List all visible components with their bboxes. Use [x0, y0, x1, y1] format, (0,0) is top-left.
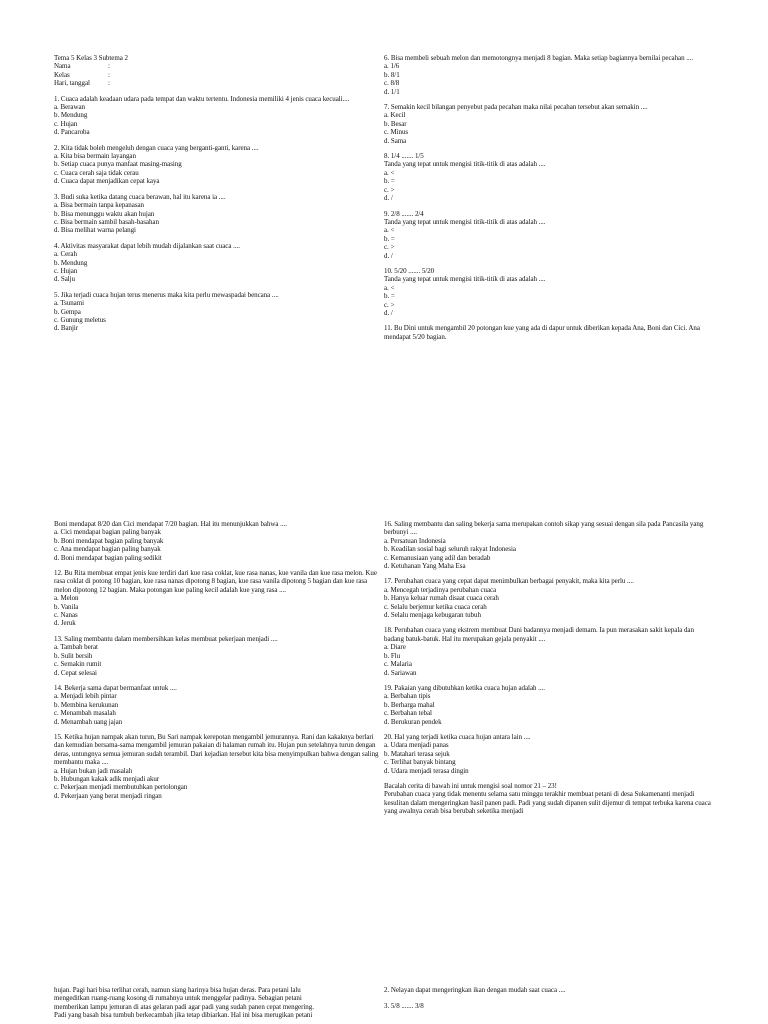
question-block: [54, 520, 382, 562]
answer-option: a. Persatuan Indonesia: [384, 536, 446, 545]
answer-option: b. Mendung: [54, 111, 88, 120]
answer-option: d. Pekerjaan yang berat menjadi ringan: [54, 791, 162, 800]
question-block: [54, 144, 382, 186]
header-date-field: Hari, tanggal :: [54, 79, 110, 88]
page1-left-questions: [54, 95, 382, 333]
answer-option: a. Melon: [54, 594, 79, 603]
answer-option: b. Mendung: [54, 258, 88, 267]
answer-option: c. Malaria: [384, 660, 412, 669]
answer-option: a. Berbahan tipis: [384, 692, 431, 701]
question-text: 13. Saling membantu dalam membersihkan kelas membuat pekerjaan menjadi ....: [54, 634, 278, 643]
question-text: Boni mendapat 8/20 dan Cici mendapat 7/20 bagian. Hal itu menunjukkan bahwa ....: [54, 520, 287, 528]
question-text: 6. Bisa membeli sebuah melon dan memotongnya menjadi 8 bagian. Maka setiap bagiannya bernilai pecahan ....: [384, 54, 694, 62]
header-name-field: Nama :: [54, 62, 110, 71]
answer-option: d. Bisa melihat warna pelangi: [54, 226, 136, 235]
answer-option: c. Pekerjaan menjadi membutuhkan pertolongan: [54, 783, 188, 792]
question-text: 5. Jika terjadi cuaca hujan terus menerus maka kita perlu mewaspadai bencana ....: [54, 290, 279, 299]
question-block: [384, 577, 712, 619]
question-text: 12. Bu Rita membuat empat jenis kue terdiri dari kue rasa coklat, kue rasa nanas, kue vanila dan kue rasa melon. Kue rasa coklat di potong 10 bagian, kue rasa nanas dipotong 8 bagian, kue rasa vanila dipotong 5 bagian dan kue rasa melon dipotong 12 bagian. Maka potongan kue paling kecil adalah kue yang rasa ....: [54, 569, 377, 594]
page1-left-column: [54, 54, 382, 340]
question-block: [384, 324, 712, 341]
answer-option: d. Sariawan: [384, 668, 417, 677]
question-text: 4. Aktivitas masyarakat dapat lebih mudah dijalankan saat cuaca ....: [54, 241, 240, 250]
answer-option: d. /: [384, 194, 393, 203]
question-text: 1. Cuaca adalah keadaan udara pada tempat dan waktu tertentu. Indonesia memiliki 4 jenis cuaca kecuali....: [54, 94, 350, 103]
answer-option: Tanda yang tepat untuk mengisi titik-titik di atas adalah ....: [384, 160, 546, 169]
page1-right-column: [384, 54, 712, 348]
question-text: 10. 5/20 ....... 5/20: [384, 266, 435, 275]
answer-option: b. Bisa menunggu waktu akan hujan: [54, 209, 155, 218]
question-block: [54, 733, 382, 800]
answer-option: a. Kita bisa bermain layangan: [54, 152, 136, 161]
question-text: 17. Perubahan cuaca yang cepat dapat menimbulkan berbagai penyakit, maka kita perlu ....: [384, 577, 634, 586]
answer-option: a. Tsunami: [54, 299, 84, 308]
answer-option: c. Bisa bermain sambil basah-basahan: [54, 217, 159, 226]
answer-option: c. Kemanusiaan yang adil dan beradab: [384, 553, 491, 562]
answer-option: d. Selalu menjaga kebugaran tubuh: [384, 611, 481, 620]
question-block: [54, 193, 382, 235]
answer-option: a. Hujan bukan jadi masalah: [54, 766, 133, 775]
answer-option: c. 8/8: [384, 79, 400, 88]
answer-option: d. Jeruk: [54, 619, 76, 628]
page3-right-column: [384, 986, 712, 1011]
page1-right-questions: [384, 54, 712, 341]
question-text: 15. Ketika hujan nampak akan turun, Bu Sari nampak kerepotan mengambil jemurannya. Rani dan kakaknya berlari dan kemudian bersama-sama mengambil jemuran pakaian di halaman rumah itu. Hujan pun setelahnya turun dengan deras, untungnya semua jemuran sudah terambil. Dari kejadian tersebut kita bisa menyimpulkan bahwa dengan saling membantu maka ....: [54, 732, 379, 767]
text-line: mengeditkan ruang-ruang kosong di rumahnya untuk menggelar padinya. Sebagian petani: [54, 994, 302, 1003]
answer-option: b. =: [384, 234, 395, 243]
header-class-field: Kelas :: [54, 70, 110, 79]
question-block: [384, 782, 712, 816]
question-block: [384, 626, 712, 676]
answer-option: a. Cici mendapat bagian paling banyak: [54, 528, 162, 537]
question-block: [384, 103, 712, 145]
answer-option: b. Flu: [384, 651, 401, 660]
page2-right-column: [384, 520, 712, 823]
answer-option: a. <: [384, 226, 395, 235]
answer-option: d. Pancaroba: [54, 128, 90, 137]
answer-option: d. Sama: [384, 136, 407, 145]
answer-option: c. Nanas: [54, 611, 78, 620]
answer-option: Tanda yang tepat untuk mengisi titik-titik di atas adalah ....: [384, 275, 546, 284]
question-text: 2. Kita tidak boleh mengeluh dengan cuaca yang berganti-ganti, karena ....: [54, 143, 259, 152]
answer-option: c. Hujan: [54, 266, 78, 275]
answer-option: c. Cuaca cerah saja tidak cerau: [54, 168, 139, 177]
page2-left-questions: [54, 520, 382, 800]
answer-option: c. Selalu berjemur ketika cuaca cerah: [384, 602, 487, 611]
answer-option: b. Setiap cuaca punya manfaat masing-masing: [54, 160, 182, 169]
text-line: 3. 5/8 ....... 3/8: [384, 1002, 424, 1011]
answer-option: b. Matahari terasa sejuk: [384, 749, 450, 758]
page2-right-questions: [384, 520, 712, 816]
answer-option: d. Boni mendapat bagian paling sedikit: [54, 553, 162, 562]
answer-option: b. Vanila: [54, 602, 79, 611]
question-block: [384, 54, 712, 96]
question-block: [54, 95, 382, 137]
answer-option: d. Banjir: [54, 324, 79, 333]
question-text: Bacalah cerita di bawah ini untuk mengisi soal nomor 21 – 23!: [384, 781, 557, 790]
question-text: 11. Bu Dini untuk mengambil 20 potongan kue yang ada di dapur untuk diberikan kepada Ana, Boni dan Cici. Ana mendapat 5/20 bagian.: [384, 324, 700, 341]
page2-left-column: [54, 520, 382, 807]
question-text: 14. Bekerja sama dapat bermanfaat untuk ....: [54, 683, 177, 692]
page3-left-lines: [54, 986, 382, 1020]
answer-option: c. Terlihat banyak bintang: [384, 758, 456, 767]
answer-option: c. Berbahan tebal: [384, 709, 432, 718]
answer-option: d. /: [384, 251, 393, 260]
answer-option: b. Keadilan sosial bagi seluruh rakyat Indonesia: [384, 545, 516, 554]
question-block: [384, 152, 712, 202]
answer-option: Tanda yang tepat untuk mengisi titik-titik di atas adalah ....: [384, 217, 546, 226]
answer-option: a. Udara menjadi panas: [384, 741, 449, 750]
answer-option: c. >: [384, 185, 395, 194]
question-text: 8. 1/4 ....... 1/5: [384, 152, 424, 161]
answer-option: c. Minus: [384, 128, 409, 137]
answer-option: d. Cuaca dapat menjadikan cepat kaya: [54, 177, 160, 186]
header-title: Tema 5 Kelas 3 Subtema 2: [54, 54, 128, 62]
text-line: Padi yang basah bisa tumbuh berkecambah jika tetap dibiarkan. Hal ini bisa merugikan petani: [54, 1011, 313, 1020]
answer-option: b. Membina kerukunan: [54, 700, 119, 709]
answer-option: d. Berukuran pendek: [384, 717, 442, 726]
answer-option: d. Ketuhanan Yang Maha Esa: [384, 562, 466, 571]
question-block: [384, 684, 712, 726]
answer-option: a. 1/6: [384, 62, 400, 71]
answer-option: c. Ana mendapat bagian paling banyak: [54, 545, 161, 554]
question-text: 3. Budi suka ketika datang cuaca berawan, hal itu karena ia ....: [54, 192, 226, 201]
answer-option: c. Semakin rumit: [54, 660, 102, 669]
answer-option: d. /: [384, 308, 393, 317]
text-line: 2. Nelayan dapat mengeringkan ikan dengan mudah saat cuaca ....: [384, 986, 566, 994]
answer-option: b. Sulit bersih: [54, 651, 93, 660]
answer-option: d. Udara menjadi terasa dingin: [384, 766, 469, 775]
answer-option: Perubahan cuaca yang tidak menentu selama satu minggu terakhir membuat petani di desa Sukamenanti menjadi kesulitan dalam mengeringkan hasil panen padi. Padi yang sudah dipanen sulit dijemur di tempat terbuka karena cuaca yang awalnya cerah bisa berubah seketika menjadi: [384, 790, 711, 816]
answer-option: a. Menjadi lebih pintar: [54, 692, 117, 701]
answer-option: c. Menambah masalah: [54, 709, 116, 718]
page3-left-column: [54, 986, 382, 1020]
worksheet-header: [54, 54, 382, 88]
question-block: [384, 520, 712, 570]
answer-option: d. Menambah uang jajan: [54, 717, 123, 726]
question-text: 20. Hal yang terjadi ketika cuaca hujan antara lain ....: [384, 732, 531, 741]
answer-option: c. >: [384, 300, 395, 309]
answer-option: d. Cepat selesai: [54, 668, 97, 677]
question-block: [54, 635, 382, 677]
answer-option: a. Berawan: [54, 103, 85, 112]
answer-option: d. 1/1: [384, 87, 400, 96]
answer-option: b. Gempa: [54, 307, 81, 316]
question-text: 7. Semakin kecil bilangan penyebut pada pecahan maka nilai pecahan tersebut akan semakin ....: [384, 103, 648, 112]
answer-option: b. Boni mendapat bagian paling banyak: [54, 536, 164, 545]
answer-option: c. Gunung meletus: [54, 315, 106, 324]
question-block: [54, 569, 382, 628]
text-line: [384, 994, 712, 1002]
question-text: 18. Perubahan cuaca yang ekstrem membuat Dani badannya menjadi demam. Ia pun merasakan sakit kepala dan badang batuk-batuk. Hal itu merupakan gejala penyakit ....: [384, 626, 694, 643]
answer-option: a. Bisa bermain tanpa kepanasan: [54, 201, 144, 210]
answer-option: c. Hujan: [54, 119, 78, 128]
answer-option: a. <: [384, 283, 395, 292]
answer-option: a. Mencegah terjadinya perubahan cuaca: [384, 585, 497, 594]
question-block: [384, 733, 712, 775]
answer-option: b. =: [384, 292, 395, 301]
answer-option: b. Besar: [384, 119, 407, 128]
question-text: 9. 2/8 ....... 2/4: [384, 209, 424, 218]
answer-option: a. Cerah: [54, 250, 77, 259]
question-block: [54, 242, 382, 284]
question-block: [54, 684, 382, 726]
question-block: [54, 291, 382, 333]
answer-option: a. Diare: [384, 643, 406, 652]
question-block: [384, 210, 712, 260]
answer-option: b. 8/1: [384, 70, 400, 79]
answer-option: a. Tambah berat: [54, 643, 98, 652]
question-block: [384, 267, 712, 317]
page3-right-lines: [384, 986, 712, 1011]
text-line: hujan. Pagi hari bisa terlihat cerah, namun siang harinya bisa hujan deras. Para petani lalu: [54, 986, 301, 994]
answer-option: b. Hubungan kakak adik menjadi akur: [54, 774, 160, 783]
answer-option: d. Salju: [54, 275, 75, 284]
answer-option: b. Berharga mahal: [384, 700, 435, 709]
text-line: memberikan lampu jemuran di atas gelaran padi agar padi yang sudah panen cepat mengering.: [54, 1002, 314, 1011]
answer-option: b. =: [384, 177, 395, 186]
answer-option: a. Kecil: [384, 111, 406, 120]
answer-option: b. Hanya keluar rumah disaat cuaca cerah: [384, 594, 499, 603]
answer-option: a. <: [384, 168, 395, 177]
question-text: 19. Pakaian yang dibutuhkan ketika cuaca hujan adalah ....: [384, 683, 545, 692]
question-text: 16. Saling membantu dan saling bekerja sama merupakan contoh sikap yang sesuai dengan sila pada Pancasila yang berbunyi ....: [384, 520, 704, 537]
answer-option: c. >: [384, 243, 395, 252]
